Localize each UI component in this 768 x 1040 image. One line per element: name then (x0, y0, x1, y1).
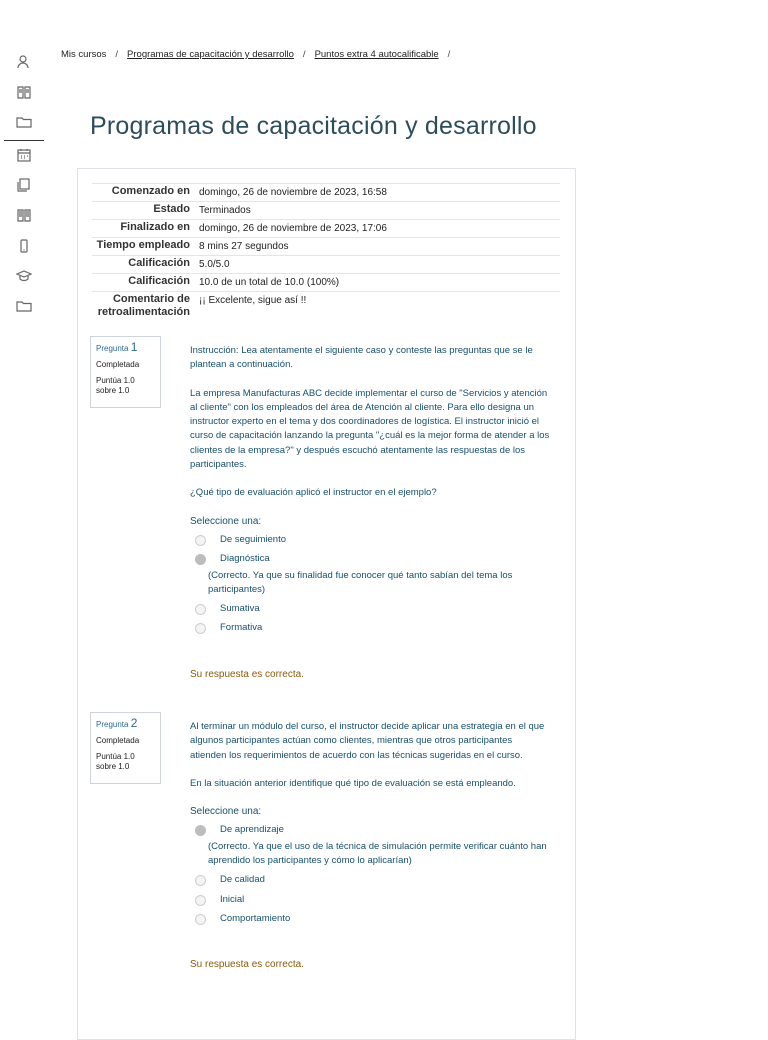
active-indicator (4, 140, 44, 141)
question-content (190, 344, 550, 682)
summary-row (92, 273, 560, 291)
answer-label: Comportamiento (220, 912, 291, 924)
answer-option[interactable] (195, 602, 550, 616)
summary-label: Finalizado en (120, 221, 190, 233)
summary-label: Calificación (128, 275, 190, 287)
answer-option[interactable] (195, 873, 550, 887)
question-number (96, 718, 155, 730)
answer-feedback: (Correcto. Ya que el uso de la técnica de simulación permite verificar cuánto han aprendido los participantes y cómo lo aplicarían) (208, 840, 547, 867)
breadcrumb-separator: / (302, 49, 306, 60)
answer-option[interactable] (195, 893, 550, 907)
question-label: Pregunta (96, 344, 129, 353)
question-prompt: En la situación anterior identifique qué tipo de evaluación se está empleando. (190, 777, 516, 789)
summary-row (92, 237, 560, 255)
select-label: Seleccione una: (190, 806, 262, 818)
result-message: Su respuesta es correcta. (190, 959, 304, 971)
summary-label: Comenzado en (111, 185, 190, 197)
left-sidebar (0, 0, 48, 1024)
summary-label: Calificación (128, 257, 190, 269)
question-status: Completada (96, 360, 140, 369)
radio-button[interactable] (195, 895, 206, 906)
summary-label: Estado (153, 203, 190, 215)
summary-row (92, 183, 560, 201)
question-info-box (90, 336, 161, 408)
radio-button[interactable] (195, 914, 206, 925)
answer-option[interactable] (195, 912, 550, 926)
summary-value: domingo, 26 de noviembre de 2023, 16:58 (199, 187, 387, 198)
answer-feedback: (Correcto. Ya que su finalidad fue conocer qué tanto sabían del tema los participantes) (208, 569, 513, 595)
breadcrumb-quiz[interactable]: Puntos extra 4 autocalificable (314, 49, 439, 60)
summary-label: Comentario de retroalimentación (97, 293, 190, 318)
attempt-summary-table (92, 183, 560, 321)
summary-row (92, 201, 560, 219)
question-text: Al terminar un módulo del curso, el instructor decide aplicar una estrategia en el que algunos participantes actúan como clientes, mientras que otros participantes atienden los requerimientos de acuerdo con las técnicas sugeridas en el curso. (190, 721, 545, 761)
answer-option[interactable] (195, 621, 550, 635)
result-message: Su respuesta es correcta. (190, 668, 304, 680)
answer-label: De calidad (220, 874, 265, 886)
folder-icon[interactable] (16, 114, 34, 132)
question-prompt: ¿Qué tipo de evaluación aplicó el instructor en el ejemplo? (190, 487, 437, 499)
breadcrumb-my-courses[interactable]: Mis cursos (61, 49, 107, 60)
question-number-value: 2 (130, 716, 138, 730)
answer-option[interactable] (195, 533, 550, 547)
summary-value: 10.0 de un total de 10.0 (100%) (199, 277, 340, 288)
summary-value: 5.0/5.0 (199, 259, 230, 270)
question-number (96, 342, 155, 354)
question-text: Instrucción: Lea atentamente el siguiente caso y conteste las preguntas que se le plantean a continuación. (190, 345, 533, 371)
summary-value: domingo, 26 de noviembre de 2023, 17:06 (199, 223, 387, 234)
summary-value: 8 mins 27 segundos (199, 241, 289, 252)
page-title: Programas de capacitación y desarrollo (90, 112, 537, 140)
radio-button-checked[interactable] (195, 825, 206, 836)
question-text: La empresa Manufacturas ABC decide implementar el curso de "Servicios y atención al cliente" con los empleados del área de Atención al cliente. Para ello designa un instructor experto en el tema y dos coordinadores de logística. El instructor inició el curso de capacitación lanzando la pregunta "¿cuál es la mejor forma de atender a los clientes de la empresa?" y después escuchó atentamente las respuestas de los participantes. (190, 387, 550, 471)
answer-option[interactable] (195, 552, 550, 566)
radio-button[interactable] (195, 875, 206, 886)
breadcrumb-separator: / (447, 49, 451, 60)
question-number-value: 1 (130, 340, 138, 354)
library-icon[interactable] (16, 207, 34, 225)
graduation-cap-icon[interactable] (16, 268, 34, 286)
answer-label: Formativa (220, 622, 263, 634)
summary-value: ¡¡ Excelente, sigue así !! (199, 295, 307, 306)
summary-label: Tiempo empleado (96, 239, 190, 251)
phone-icon[interactable] (16, 238, 34, 256)
answer-label: Inicial (220, 893, 245, 905)
radio-button[interactable] (195, 604, 206, 615)
answer-label: Sumativa (220, 603, 260, 615)
summary-row (92, 219, 560, 237)
question-status: Completada (96, 736, 140, 745)
summary-row (92, 291, 560, 321)
radio-button[interactable] (195, 623, 206, 634)
question-score: Puntúa 1.0 sobre 1.0 (96, 376, 135, 395)
summary-row (92, 255, 560, 273)
question-label: Pregunta (96, 720, 129, 729)
breadcrumb-separator: / (115, 49, 119, 60)
answer-label: De seguimiento (220, 533, 287, 545)
breadcrumb-course[interactable]: Programas de capacitación y desarrollo (127, 49, 294, 60)
answer-option[interactable] (195, 823, 550, 837)
summary-value: Terminados (199, 205, 251, 216)
answer-label: De aprendizaje (220, 824, 284, 836)
breadcrumb (61, 49, 459, 60)
user-icon[interactable] (16, 54, 34, 72)
calendar-icon[interactable] (16, 147, 34, 165)
question-content (190, 720, 550, 973)
answer-label: Diagnóstica (220, 553, 270, 565)
question-score: Puntúa 1.0 sobre 1.0 (96, 752, 135, 771)
folder-icon[interactable] (16, 298, 34, 316)
select-label: Seleccione una: (190, 515, 262, 527)
radio-button[interactable] (195, 535, 206, 546)
question-info-box (90, 712, 161, 784)
book-icon[interactable] (16, 84, 34, 102)
radio-button-checked[interactable] (195, 554, 206, 565)
copy-icon[interactable] (16, 177, 34, 195)
